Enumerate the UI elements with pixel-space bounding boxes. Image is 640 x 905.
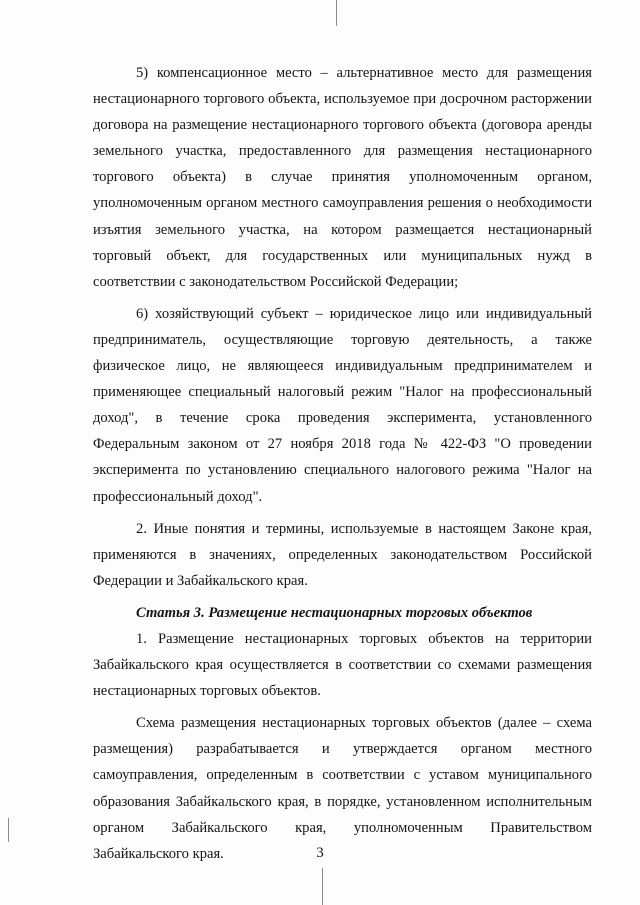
article-paragraph-2: Схема размещения нестационарных торговых объектов (далее – схема размещения) разрабатывается и утверждается органом местного самоуправления, определенным в соответствии с уставом муниципального образования Забайкальского края, в порядке, установленном исполнительным органом Забайкальского края, уполномоченным Правительством Забайкальского края. <box>93 715 592 862</box>
paragraph-clause-2: 2. Иные понятия и термины, используемые в настоящем Законе края, применяются в значениях, определенных законодательством Российской Федерации и Забайкальского края. <box>93 520 592 589</box>
scan-artifact-line <box>322 868 323 905</box>
page-number: 3 <box>316 845 324 861</box>
article-heading: Статья 3. Размещение нестационарных торговых объектов <box>136 604 533 621</box>
scan-artifact-line <box>8 818 9 842</box>
paragraph-item-5: 5) компенсационное место – альтернативное место для размещения нестационарного торгового объекта, используемое при досрочном расторжении договора на размещение нестационарного торгового объекта (договора аренды земельного участка, предоставленного для размещения нестационарного торгового объекта) в случае принятия уполномоченным органом, уполномоченным органом местного самоуправления решения о необходимости изъятия земельного участка, на котором размещается нестационарный торговый объект, для государственных или муниципальных нужд в соответствии с законодательством Российской Федерации; <box>93 65 592 290</box>
scan-artifact-line <box>336 0 337 26</box>
document-body <box>93 60 592 867</box>
paragraph-item-6: 6) хозяйствующий субъект – юридическое лицо или индивидуальный предприниматель, осуществляющие торговую деятельность, а также физическое лицо, не являющееся индивидуальным предпринимателем и применяющее специальный налоговый режим "Налог на профессиональный доход", в течение срока проведения эксперимента, установленного Федеральным законом от 27 ноября 2018 года № 422-ФЗ "О проведении эксперимента по установлению специального налогового режима "Налог на профессиональный доход". <box>93 305 592 505</box>
article-paragraph-1: 1. Размещение нестационарных торговых объектов на территории Забайкальского края осуществляется в соответствии со схемами размещения нестационарных торговых объектов. <box>93 630 592 700</box>
